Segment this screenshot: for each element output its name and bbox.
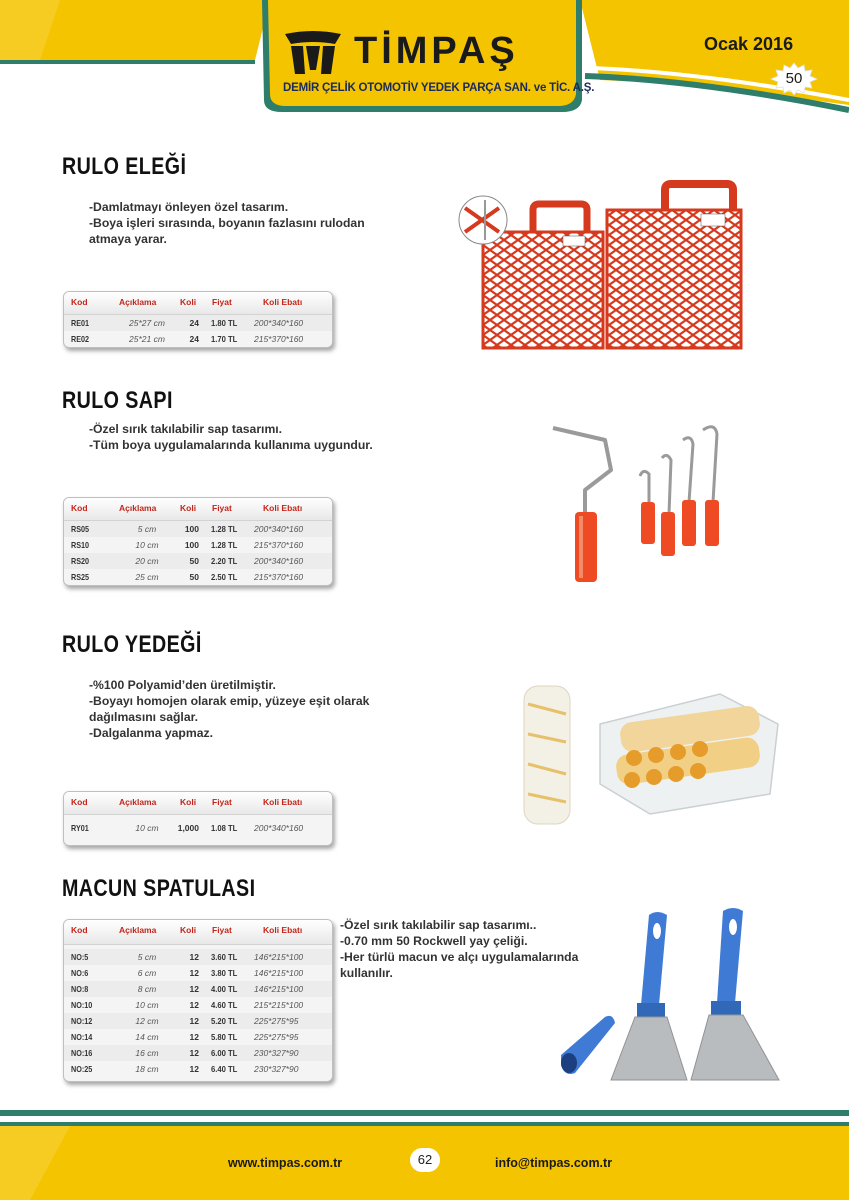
table-row [64,949,332,965]
cell-koli-ebati: 146*215*100 [254,952,304,962]
table-header [64,792,332,815]
cell-kod: NO:16 [71,1048,93,1058]
column-header: Açıklama [119,797,157,807]
column-header: Koli [180,297,197,307]
cell-fiyat: 4.60 TL [211,1000,238,1010]
roller-refill-image [520,684,782,826]
cell-aciklama: 8 cm [137,984,157,994]
cell-kod: NO:14 [71,1032,93,1042]
cell-fiyat: 1.80 TL [211,318,238,328]
cell-fiyat: 5.20 TL [211,1016,238,1026]
table-row [64,521,332,537]
description-line: -Dalgalanma yapmaz. [89,726,213,740]
cell-fiyat: 2.50 TL [211,572,238,582]
cell-aciklama: 12 cm [135,1016,159,1026]
table-body [64,315,332,347]
table-row [64,981,332,997]
price-table [63,291,333,348]
cell-aciklama: 20 cm [135,556,159,566]
section-title: MACUN SPATULASI [62,875,256,902]
section-title: RULO SAPI [62,387,173,414]
price-table [63,919,333,1082]
cell-aciklama: 10 cm [135,540,159,550]
timpas-logo-icon [283,30,343,76]
cell-aciklama: 18 cm [135,1064,159,1074]
description-line: -%100 Polyamid’den üretilmiştir. [89,678,276,692]
cell-koli-ebati: 230*327*90 [254,1048,299,1058]
column-header: Fiyat [212,925,232,935]
cell-aciklama: 25*21 cm [129,334,165,344]
section-description [89,199,365,247]
cell-fiyat: 1.70 TL [211,334,238,344]
cell-koli-ebati: 146*215*100 [254,968,304,978]
cell-koli-ebati: 200*340*160 [254,823,304,833]
section-description [89,421,373,453]
cell-koli: 24 [189,318,199,328]
cell-fiyat: 1.08 TL [211,823,238,833]
cell-kod: NO:25 [71,1064,93,1074]
cell-koli-ebati: 225*275*95 [254,1032,299,1042]
table-body [64,945,332,1081]
cell-kod: RE01 [71,318,90,328]
table-row [64,1029,332,1045]
section-page-badge [770,62,818,96]
cell-koli: 24 [189,334,199,344]
section-title: RULO YEDEĞİ [62,631,202,658]
table-header [64,292,332,315]
cell-koli: 12 [189,1032,199,1042]
description-line: -Tüm boya uygulamalarında kullanıma uygundur. [89,438,373,452]
table-header [64,498,332,521]
cell-koli-ebati: 230*327*90 [254,1064,299,1074]
table-body [64,815,332,845]
table-row [64,815,332,837]
description-line: -Damlatmayı önleyen özel tasarım. [89,200,289,214]
table-row [64,965,332,981]
column-header: Kod [71,925,88,935]
cell-fiyat: 6.40 TL [211,1064,238,1074]
cell-aciklama: 5 cm [137,952,157,962]
cell-kod: RS10 [71,540,90,550]
cell-kod: NO:8 [71,984,89,994]
cell-koli: 12 [189,1000,199,1010]
cell-koli: 50 [189,572,199,582]
table-row [64,537,332,553]
column-header: Fiyat [212,297,232,307]
table-body [64,521,332,585]
description-line: -Özel sırık takılabilir sap tasarımı.. [340,918,537,932]
column-header: Koli [180,925,197,935]
brand-name: TİMPAŞ [354,30,519,72]
cell-fiyat: 1.28 TL [211,540,238,550]
column-header: Kod [71,797,88,807]
cell-koli: 12 [189,1016,199,1026]
description-line: -Her türlü macun ve alçı uygulamalarında [340,950,579,964]
cell-kod: RS20 [71,556,90,566]
cell-kod: RS05 [71,524,90,534]
description-line: -Boya işleri sırasında, boyanın fazlasını rulodan [89,216,365,230]
cell-koli-ebati: 146*215*100 [254,984,304,994]
cell-koli-ebati: 225*275*95 [254,1016,299,1026]
cell-koli-ebati: 200*340*160 [254,524,304,534]
column-header: Koli Ebatı [263,797,303,807]
section-title: RULO ELEĞİ [62,153,187,180]
cell-koli: 12 [189,968,199,978]
cell-koli-ebati: 215*370*160 [254,540,304,550]
section-description [89,677,369,741]
cell-aciklama: 10 cm [135,1000,159,1010]
column-header: Fiyat [212,503,232,513]
company-name: DEMİR ÇELİK OTOMOTİV YEDEK PARÇA SAN. ve TİC. A.Ş. [283,82,595,94]
cell-aciklama: 16 cm [135,1048,159,1058]
cell-koli: 12 [189,1048,199,1058]
section-page-number: 50 [785,70,803,87]
cell-fiyat: 1.28 TL [211,524,238,534]
column-header: Koli Ebatı [263,503,303,513]
column-header: Açıklama [119,297,157,307]
cell-fiyat: 3.80 TL [211,968,238,978]
table-row [64,331,332,347]
cell-koli: 12 [189,952,199,962]
cell-kod: NO:6 [71,968,89,978]
cell-fiyat: 4.00 TL [211,984,238,994]
cell-kod: RY01 [71,823,89,833]
cell-fiyat: 2.20 TL [211,556,238,566]
table-row [64,553,332,569]
cell-koli-ebati: 200*340*160 [254,556,304,566]
column-header: Koli Ebatı [263,297,303,307]
column-header: Fiyat [212,797,232,807]
column-header: Koli [180,797,197,807]
cell-koli: 100 [184,540,199,550]
table-row [64,1061,332,1077]
cell-koli: 12 [189,984,199,994]
cell-koli-ebati: 200*340*160 [254,318,304,328]
column-header: Kod [71,297,88,307]
putty-knife-image [553,905,785,1085]
cell-koli: 12 [189,1064,199,1074]
cell-aciklama: 5 cm [137,524,157,534]
roller-handle-image [545,418,735,586]
column-header: Koli Ebatı [263,925,303,935]
cell-aciklama: 10 cm [135,823,159,833]
column-header: Açıklama [119,503,157,513]
description-line: -Özel sırık takılabilir sap tasarımı. [89,422,283,436]
cell-koli-ebati: 215*370*160 [254,572,304,582]
roller-grid-image [455,180,755,355]
price-table [63,497,333,586]
section-description [340,917,578,981]
column-header: Koli [180,503,197,513]
footer-email[interactable]: info@timpas.com.tr [495,1156,613,1170]
description-line: -Boyayı homojen olarak emip, yüzeye eşit olarak [89,694,370,708]
cell-koli: 50 [189,556,199,566]
cell-kod: NO:12 [71,1016,93,1026]
table-row [64,1045,332,1061]
table-row [64,315,332,331]
page-number: 62 [410,1148,440,1172]
cell-aciklama: 14 cm [135,1032,159,1042]
cell-kod: NO:10 [71,1000,93,1010]
table-row [64,1013,332,1029]
cell-fiyat: 5.80 TL [211,1032,238,1042]
price-table [63,791,333,846]
cell-kod: RE02 [71,334,90,344]
cell-fiyat: 3.60 TL [211,952,238,962]
cell-koli: 100 [184,524,199,534]
catalog-date: Ocak 2016 [704,34,794,54]
cell-koli-ebati: 215*215*100 [254,1000,304,1010]
cell-aciklama: 6 cm [137,968,157,978]
cell-koli-ebati: 215*370*160 [254,334,304,344]
table-row [64,569,332,585]
cell-aciklama: 25*27 cm [129,318,165,328]
cell-aciklama: 25 cm [135,572,159,582]
cell-fiyat: 6.00 TL [211,1048,238,1058]
cell-kod: RS25 [71,572,90,582]
column-header: Açıklama [119,925,157,935]
description-line: kullanılır. [340,966,393,980]
description-line: dağılmasını sağlar. [89,710,199,724]
description-line: -0.70 mm 50 Rockwell yay çeliği. [340,934,528,948]
footer-website[interactable]: www.timpas.com.tr [228,1156,343,1170]
column-header: Kod [71,503,88,513]
cell-koli: 1,000 [177,823,199,833]
table-row [64,997,332,1013]
cell-kod: NO:5 [71,952,89,962]
description-line: atmaya yarar. [89,232,167,246]
table-header [64,920,332,945]
